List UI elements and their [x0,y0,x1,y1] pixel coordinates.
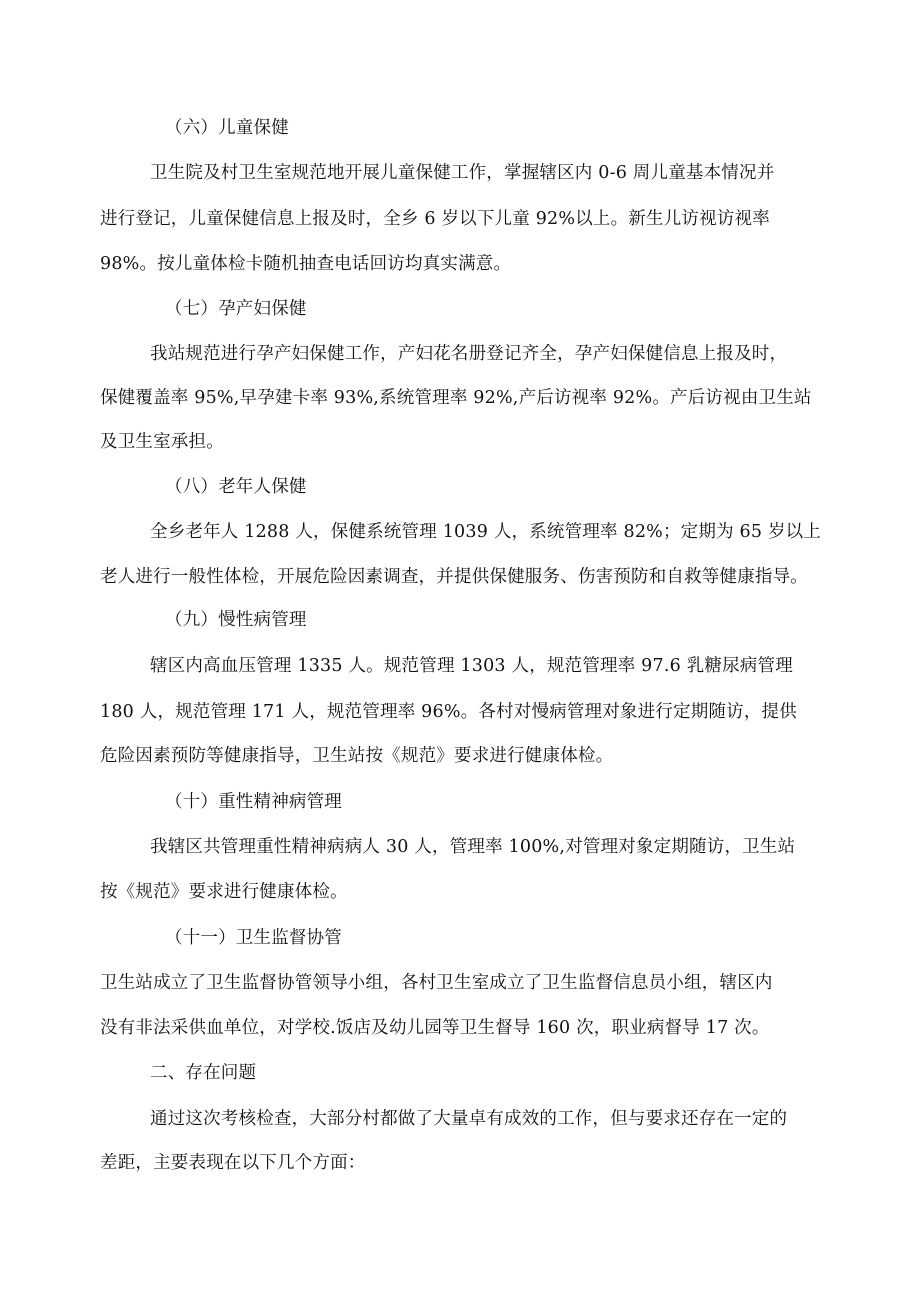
paragraph-line: 进行登记，儿童保健信息上报及时，全乡 6 岁以下儿童 92%以上。新生儿访视访视率 [100,209,770,229]
paragraph-line: 通过这次考核检查，大部分村都做了大量卓有成效的工作，但与要求还存在一定的 [150,1109,788,1129]
paragraph-line: 卫生站成立了卫生监督协管领导小组，各村卫生室成立了卫生监督信息员小组，辖区内 [100,973,773,993]
paragraph-line: 保健覆盖率 95%,早孕建卡率 93%,系统管理率 92%,产后访视率 92%。产后访视由卫生站 [100,388,812,408]
section-heading-mental-illness: （十）重性精神病管理 [165,792,342,812]
paragraph-line: 全乡老年人 1288 人，保健系统管理 1039 人，系统管理率 82%；定期为 65 岁以上 [150,522,822,542]
section-heading-chronic-disease: （九）慢性病管理 [165,610,307,630]
section-heading-health-supervision: （十一）卫生监督协管 [165,928,342,948]
section-heading-child-health: （六）儿童保健 [165,118,289,138]
paragraph-line: 老人进行一般性体检，开展危险因素调查，并提供保健服务、伤害预防和自救等健康指导。 [100,567,808,587]
section-heading-maternal-health: （七）孕产妇保健 [165,299,307,319]
paragraph-line: 按《规范》要求进行健康体检。 [100,882,348,902]
paragraph-line: 我站规范进行孕产妇保健工作，产妇花名册登记齐全，孕产妇保健信息上报及时， [150,344,788,364]
paragraph-line: 及卫生室承担。 [100,432,224,452]
section-heading-elderly-health: （八）老年人保健 [165,477,307,497]
paragraph-line: 辖区内高血压管理 1335 人。规范管理 1303 人，规范管理率 97.6 乳糖尿病管理 [150,656,793,676]
paragraph-line: 差距，主要表现在以下几个方面： [100,1153,366,1173]
paragraph-line: 180 人，规范管理 171 人，规范管理率 96%。各村对慢病管理对象进行定期随访，提供 [100,702,797,722]
paragraph-line: 卫生院及村卫生室规范地开展儿童保健工作，掌握辖区内 0-6 周儿童基本情况并 [150,163,775,183]
paragraph-line: 我辖区共管理重性精神病病人 30 人，管理率 100%,对管理对象定期随访，卫生站 [150,837,796,857]
paragraph-line: 没有非法采供血单位，对学校.饭店及幼儿园等卫生督导 160 次，职业病督导 17 次。 [100,1018,770,1038]
section-heading-existing-problems: 二、存在问题 [150,1063,257,1083]
paragraph-line: 98%。按儿童体检卡随机抽查电话回访均真实满意。 [100,254,512,274]
paragraph-line: 危险因素预防等健康指导，卫生站按《规范》要求进行健康体检。 [100,746,614,766]
